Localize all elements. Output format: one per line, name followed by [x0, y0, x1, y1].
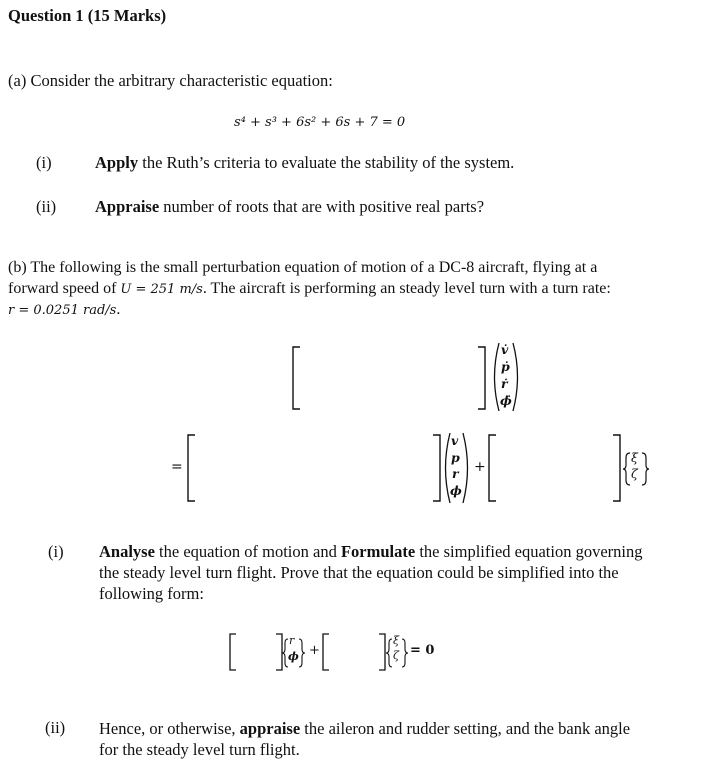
part-b-item-i-line-1 [99, 541, 697, 562]
part-b-item-ii-num: (ii) [45, 718, 66, 737]
appraise-verb: appraise [239, 719, 301, 738]
part-a-item-i-text: the Ruth’s criteria to evaluate the stability of the system. [138, 153, 515, 172]
part-b-item-i-text-2: the simplified equation governing [415, 542, 643, 561]
part-a-item-i-verb: Apply [95, 153, 139, 172]
part-a-item-ii-verb: Appraise [95, 197, 160, 216]
control-vector-right-brace [640, 452, 650, 486]
part-a-item-ii [95, 197, 484, 217]
simplified-vec1-0: r [289, 634, 295, 647]
simplified-vec1-right-brace [297, 638, 306, 668]
lhs-vec-1: ṗ [501, 359, 510, 374]
part-b-item-ii-line-1 [99, 718, 630, 739]
part-b-item-ii-line-2: for the steady level turn flight. [99, 740, 300, 759]
part-b-intro-2b: . The aircraft is performing an steady level turn with a turn rate: [202, 279, 611, 297]
plus-sign: + [474, 459, 486, 475]
part-a-intro [8, 71, 333, 91]
equals-sign: = [171, 459, 183, 475]
simplified-matrix1-left-bracket [229, 633, 237, 671]
formulate-verb: Formulate [340, 542, 416, 561]
turn-rate: r = 0.0251 rad/s [8, 303, 117, 318]
part-b-item-ii-text-1b: the aileron and rudder setting, and the bank angle [300, 719, 631, 738]
lhs-vector-right-paren [511, 342, 523, 412]
simplified-rhs: = 0 [410, 643, 435, 658]
simplified-vec2-1: ζ [393, 649, 399, 662]
part-a-item-ii-text: number of roots that are with positive real parts? [159, 197, 485, 216]
part-b-intro-line-1 [8, 258, 698, 279]
simplified-vec2-right-brace [400, 638, 409, 668]
lhs-matrix-left-bracket [291, 346, 301, 410]
state-vec-3: ϕ [450, 483, 462, 498]
state-vec-1: p [451, 450, 460, 465]
simplified-vec1-1: ϕ [288, 649, 299, 663]
part-b-intro-1: The following is the small perturbation equation of motion of a DC-8 aircraft, flying at a [30, 259, 598, 276]
part-a-label: (a) [8, 71, 27, 90]
part-b-intro-line-3 [8, 300, 698, 322]
analyse-verb: Analyse [99, 542, 155, 561]
part-b-intro-3b: . [116, 301, 121, 318]
simplified-plus: + [309, 643, 320, 658]
state-matrix-left-bracket [186, 434, 196, 502]
part-b-label: (b) [8, 259, 27, 276]
part-b-intro-line-2 [8, 279, 698, 301]
control-vec-0: ξ [631, 450, 638, 465]
control-matrix-right-bracket [612, 434, 622, 502]
control-matrix-left-bracket [487, 434, 497, 502]
part-b-item-i-num: (i) [48, 542, 64, 561]
lhs-vec-2: ṙ [501, 376, 508, 391]
part-b-item-i-text-1: the equation of motion and [154, 542, 341, 561]
characteristic-equation: s⁴ + s³ + 6s² + 6s + 7 = 0 [234, 115, 406, 130]
part-a-intro-text: Consider the arbitrary characteristic equation: [30, 71, 333, 90]
control-vec-1: ζ [631, 466, 638, 481]
state-vec-2: r [452, 466, 459, 481]
state-vec-0: v [451, 433, 459, 448]
forward-speed: U = 251 m/s [120, 281, 203, 297]
part-b-item-ii [99, 718, 630, 760]
state-vector-right-paren [461, 432, 473, 504]
lhs-matrix-right-bracket [477, 346, 487, 410]
part-a-item-i [95, 153, 514, 173]
part-a-item-i-num: (i) [36, 153, 52, 172]
question-title: Question 1 (15 Marks) [8, 6, 167, 25]
simplified-matrix2-left-bracket [322, 633, 330, 671]
lhs-vec-0: v̇ [501, 342, 509, 357]
simplified-vec2-0: ξ [393, 634, 400, 647]
part-b-item-i-line-3: following form: [99, 584, 204, 603]
part-b-item-i [99, 541, 697, 604]
lhs-vec-3: ϕ̇ [500, 393, 512, 408]
part-b-intro [8, 258, 698, 322]
part-b-intro-2a: forward speed of [8, 279, 121, 297]
part-a-item-ii-num: (ii) [36, 197, 57, 216]
part-b-item-ii-text-1a: Hence, or otherwise, [99, 719, 240, 738]
part-b-item-i-line-2: the steady level turn flight. Prove that the equation could be simplified into the [99, 563, 619, 582]
